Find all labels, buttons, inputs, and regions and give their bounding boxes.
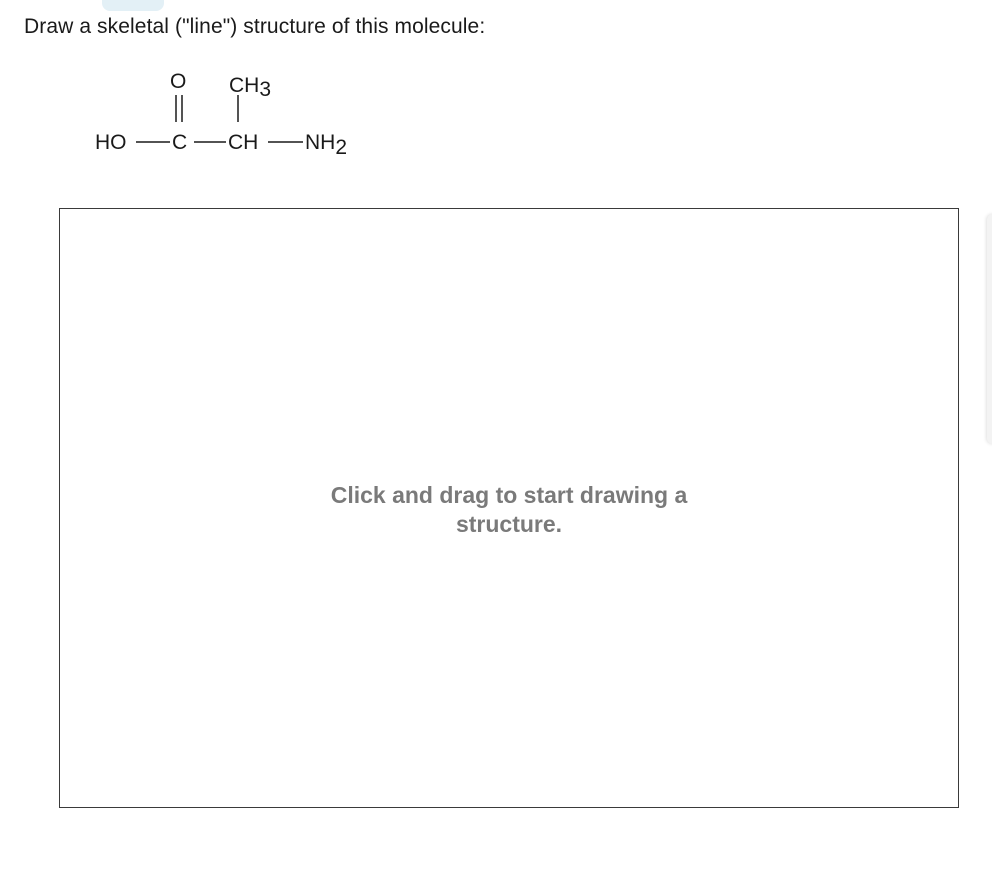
top-tab[interactable] [102,0,164,11]
atom-nh2-sub: 2 [335,136,348,159]
atom-ho: HO [95,131,127,154]
condensed-formula-diagram [80,62,380,172]
atom-nh2 [305,131,347,159]
question-prompt: Draw a skeletal ("line") structure of this molecule: [24,15,486,38]
atom-ch3-main: CH [229,74,260,97]
atom-o: O [170,70,187,93]
molecule-structure [80,62,380,172]
atom-nh2-main: NH [305,131,336,154]
canvas-hint-line-2: structure. [455,511,563,537]
canvas-hint-line-1: Click and drag to start drawing a [330,482,688,508]
drawing-canvas[interactable] [59,208,959,808]
atom-c: C [172,131,188,154]
atom-ch3 [229,74,271,101]
atom-ch: CH [228,131,259,154]
side-panel-toggle[interactable] [987,214,992,444]
canvas-hint [60,481,958,539]
atom-ch3-sub: 3 [259,78,272,101]
